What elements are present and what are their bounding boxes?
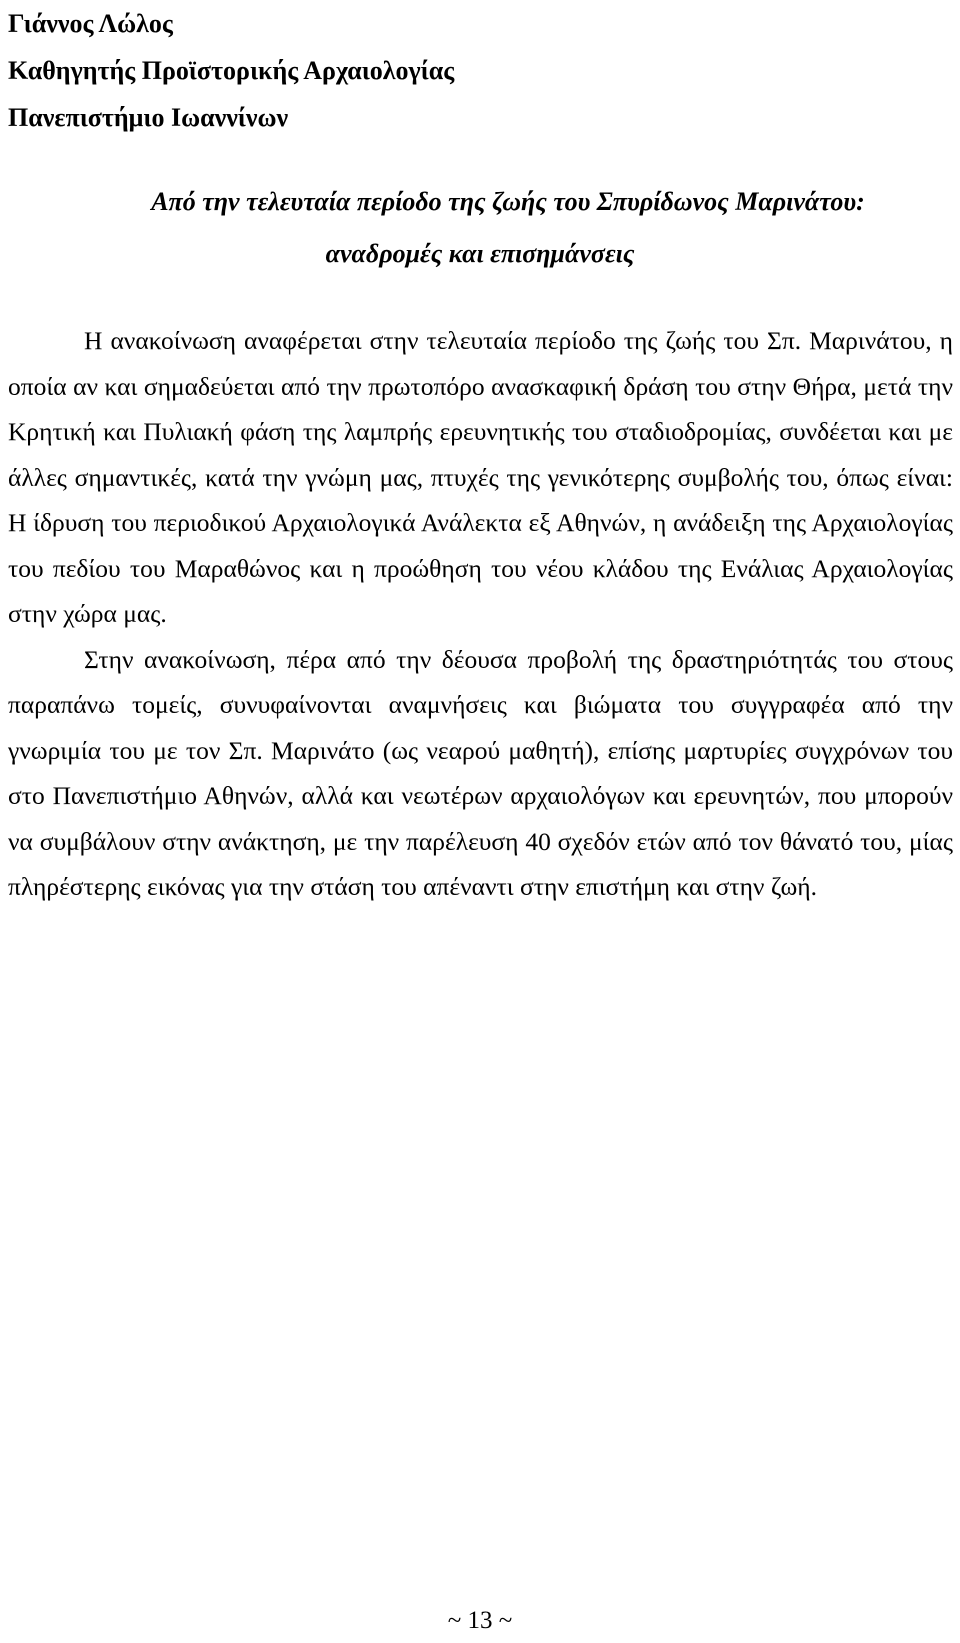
author-block [8,0,454,141]
author-position: Καθηγητής Προϊστορικής Αρχαιολογίας [8,56,455,85]
paragraph-2: Στην ανακοίνωση, πέρα από την δέουσα προβολή της δραστηριότητάς του στους παραπάνω τομείς, συνυφαίνονται αναμνήσεις και βιώματα του συγγραφέα από την γνωριμία του με τον Σπ. Μαρινάτο (ως νεαρού μαθητή), επίσης μαρτυρίες συγχρόνων του στο Πανεπιστήμιο Αθηνών, αλλά και νεωτέρων αρχαιολόγων και ερευνητών, που μπορούν να συμβάλουν στην ανάκτηση, με την παρέλευση 40 σχεδόν ετών από τον θάνατό του, μίας πληρέστερης εικόνας για την στάση του απέναντι στην επιστήμη και στην ζωή. [8,644,953,901]
abstract-body [8,318,953,910]
paper-title [0,176,960,280]
paper-title-line-2: αναδρομές και επισημάνσεις [325,239,635,268]
author-name: Γιάννος Λώλος [8,9,173,38]
page-number: ~ 13 ~ [447,1607,513,1634]
author-institution: Πανεπιστήμιο Ιωαννίνων [8,103,289,132]
paper-title-line-1: Από την τελευταία περίοδο της ζωής του Σπυρίδωνος Μαρινάτου: [151,187,865,216]
paragraph-1: Η ανακοίνωση αναφέρεται στην τελευταία περίοδο της ζωής του Σπ. Μαρινάτου, η οποία αν και σημαδεύεται από την πρωτοπόρο ανασκαφική δράση του στην Θήρα, μετά την Κρητική και Πυλιακή φάση της λαμπρής ερευνητικής του σταδιοδρομίας, συνδέεται και με άλλες σημαντικές, κατά την γνώμη μας, πτυχές της γενικότερης συμβολής του, όπως είναι: Η ίδρυση του περιοδικού Αρχαιολογικά Ανάλεκτα εξ Αθηνών, η ανάδειξη της Αρχαιολογίας του πεδίου του Μαραθώνος και η προώθηση του νέου κλάδου της Ενάλιας Αρχαιολογίας στην χώρα μας. [8,326,953,628]
